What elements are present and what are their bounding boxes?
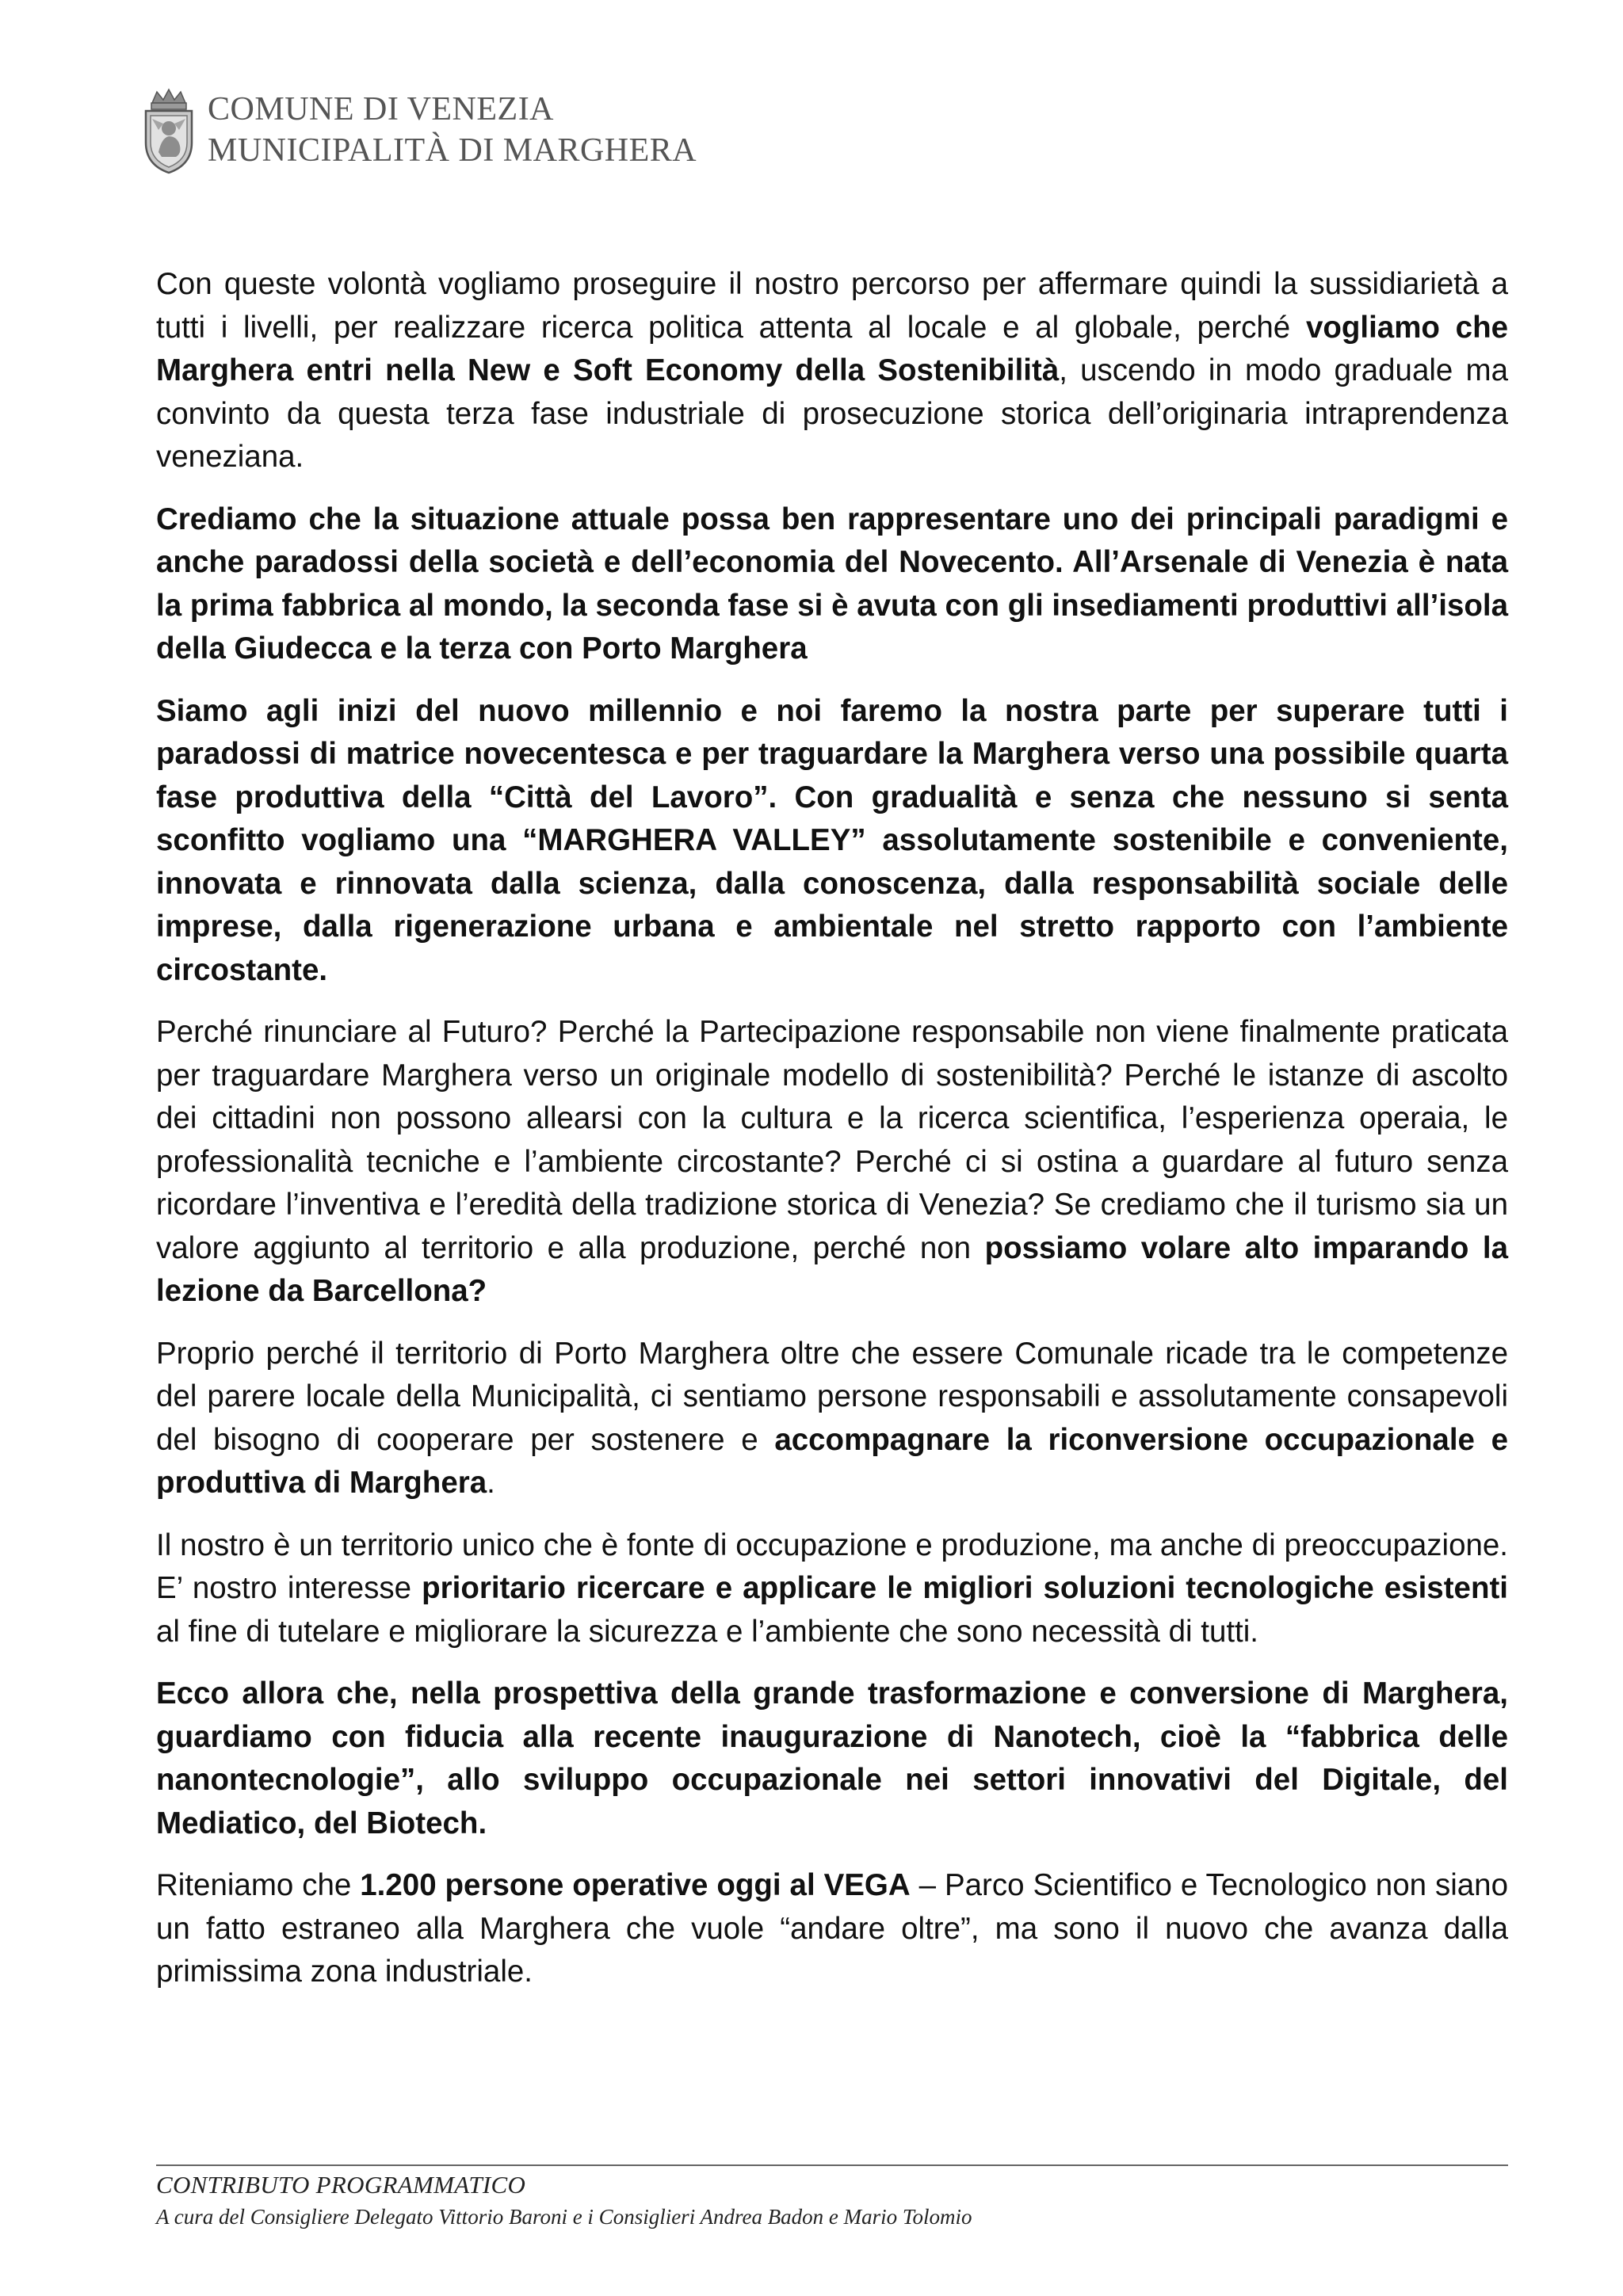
bold-text: possiamo volare alto imparando la lezione da Barcellona? [156, 1230, 1509, 1308]
text-run: al fine di tutelare e migliorare la sicurezza e l’ambiente che sono necessità di tutti. [156, 1614, 1259, 1649]
body-paragraph [156, 690, 1508, 993]
coat-of-arms-icon [141, 87, 197, 176]
bold-text: accompagnare la riconversione occupazionale e produttiva di Marghera [156, 1422, 1508, 1500]
footer [156, 2169, 1508, 2233]
body-paragraph [156, 1524, 1508, 1654]
letterhead [141, 84, 854, 179]
bold-text: prioritario ricercare e applicare le migliori soluzioni tecnologiche esistenti [422, 1571, 1508, 1605]
body-paragraph [156, 1864, 1508, 1994]
bold-text: Siamo agli inizi del nuovo millennio e noi faremo la nostra parte per superare tutti i paradossi di matrice novecentesca e per traguardare la Marghera verso una possibile quarta fase produttiva della “Città del Lavoro”. Con gradualità e senza che nessuno si senta sconfitto vogliamo una “MARGHERA VALLEY” assolutamente sostenibile e conveniente, innovata e rinnovata dalla scienza, dalla conoscenza, dalla responsabilità sociale delle imprese, dalla rigenerazione urbana e ambientale nel stretto rapporto con l’ambiente circostante. [156, 693, 1508, 987]
body-paragraph [156, 263, 1508, 479]
text-run: Proprio perché il territorio di Porto Marghera oltre che essere Comunale ricade tra le competenze del parere locale della Municipalità, ci sentiamo persone responsabili e assolutamente consapevoli del bisogno di cooperare per sostenere e [156, 1336, 1508, 1457]
text-run: Con queste volontà vogliamo proseguire il nostro percorso per affermare quindi la sussidiarietà a tutti i livelli, per realizzare ricerca politica attenta al locale e al globale, perché [156, 267, 1508, 345]
bold-text: 1.200 persone operative oggi al VEGA [360, 1868, 911, 1902]
institution-name: COMUNE DI VENEZIA [208, 91, 555, 128]
body-paragraph [156, 1333, 1508, 1505]
text-run: Perché rinunciare al Futuro? Perché la Partecipazione responsabile non viene finalmente praticata per traguardare Marghera verso un originale modello di sostenibilità? Perché le istanze di ascolto dei cittadini non possono allearsi con la cultura e la ricerca scientifica, l’esperienza operaia, le professionalità tecniche e l’ambiente circostante? Perché ci si ostina a guardare al futuro senza ricordare l’inventiva e l’eredità della tradizione storica di Venezia? Se crediamo che il turismo sia un valore aggiunto al territorio e alla produzione, perché non [156, 1015, 1508, 1265]
bold-text: Crediamo che la situazione attuale possa ben rappresentare uno dei principali paradigmi e anche paradossi della società e dell’economia del Novecento. All’Arsenale di Venezia è nata la prima fabbrica al mondo, la seconda fase si è avuta con gli insediamenti produttivi all’isola della Giudecca e la terza con Porto Marghera [156, 502, 1508, 666]
body-paragraph [156, 1011, 1508, 1314]
footer-credits: A cura del Consigliere Delegato Vittorio Baroni e i Consiglieri Andrea Badon e Mario Tolomio [156, 2205, 972, 2229]
bold-text: Ecco allora che, nella prospettiva della grande trasformazione e conversione di Marghera, guardiamo con fiducia alla recente inaugurazione di Nanotech, cioè la “fabbrica delle nanontecnologie”, allo sviluppo occupazionale nei settori innovativi del Digitale, del Mediatico, del Biotech. [156, 1676, 1508, 1840]
text-run: Riteniamo che [156, 1868, 361, 1902]
footer-divider [156, 2164, 1508, 2166]
text-run: . [487, 1466, 495, 1500]
body-paragraph [156, 498, 1508, 671]
bold-text: vogliamo che Marghera entri nella New e Soft Economy della Sostenibilità [156, 310, 1508, 387]
body-paragraph [156, 1672, 1508, 1845]
text-run: – Parco Scientifico e Tecnologico non siano un fatto estraneo alla Marghera che vuole “andare oltre”, ma sono il nuovo che avanza dalla primissima zona industriale. [156, 1868, 1508, 1989]
institution-subname: MUNICIPALITÀ DI MARGHERA [208, 132, 697, 169]
document-body [156, 263, 1508, 2013]
text-run: Il nostro è un territorio unico che è fonte di occupazione e produzione, ma anche di preoccupazione. E’ nostro interesse [156, 1527, 1508, 1605]
text-run: , uscendo in modo graduale ma convinto da questa terza fase industriale di prosecuzione storica dell’originaria intraprendenza veneziana. [156, 353, 1509, 474]
footer-title: CONTRIBUTO PROGRAMMATICO [156, 2171, 526, 2199]
